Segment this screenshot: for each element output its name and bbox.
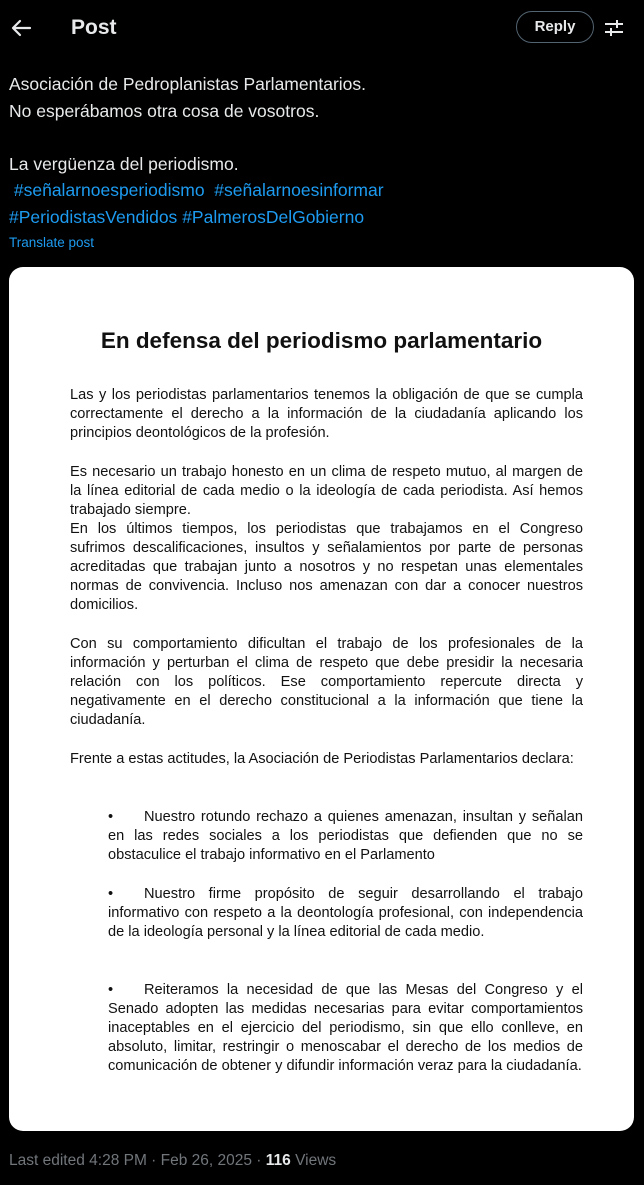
document-bullet (108, 981, 583, 1076)
post-line: No esperábamos otra cosa de vosotros. (9, 100, 320, 121)
document-paragraph: Las y los periodistas parlamentarios tenemos la obligación de que se cumpla correctamente el derecho a la información de la ciudadanía aplicando los principios deontológicos de la profesión. (70, 387, 583, 441)
post-body (9, 71, 635, 230)
reply-button[interactable]: Reply (516, 11, 594, 43)
arrow-left-icon[interactable] (10, 14, 32, 42)
document-bullet (108, 808, 583, 865)
document-title: En defensa del periodismo parlamentario (100, 328, 543, 353)
document-paragraph: En los últimos tiempos, los periodistas que trabajamos en el Congreso sufrimos descalificaciones, insultos y señalamientos por parte de personas acreditadas que trabajan junto a nosotros y no respetan unas elementales normas de convivencia. Incluso nos amenazan con dar a conocer nuestros domicilios. (70, 521, 583, 613)
bullet-text: Reiteramos la necesidad de que las Mesas del Congreso y el Senado adopten las medidas necesarias para evitar comportamientos inaceptables en el ejercicio del periodismo, sin que ello conlleve, en absoluto, limitar, restringir o menoscabar el derecho de los medios de comunicación de obtener y difundir información veraz para la ciudadanía. (108, 982, 583, 1074)
views-count: 116 (265, 1152, 291, 1169)
hashtag-link[interactable]: #PeriodistasVendidos (9, 206, 178, 227)
document-paragraph: Frente a estas actitudes, la Asociación de Periodistas Parlamentarios declara: (70, 751, 574, 767)
page-title: Post (71, 16, 117, 39)
document-paragraph: Es necesario un trabajo honesto en un clima de respeto mutuo, al margen de la línea editorial de cada medio o la ideología de cada periodista. Así hemos trabajado siempre. (70, 464, 583, 518)
attached-image[interactable] (9, 267, 634, 1131)
hashtag-link[interactable]: #señalarnoesperiodismo (13, 180, 205, 200)
post-line: La vergüenza del periodismo. (9, 153, 239, 174)
hashtag-link[interactable]: #PalmerosDelGobierno (182, 206, 365, 227)
post-line: Asociación de Pedroplanistas Parlamentarios. (9, 74, 366, 94)
document-bullet (108, 885, 583, 942)
top-bar (0, 0, 644, 56)
document-paragraph: Con su comportamiento dificultan el trabajo de los profesionales de la información y perturban el clima de respeto que debe presidir la necesaria relación con los políticos. Ese comportamiento repercute directa y negativamente en el derecho constitucional a la información que tiene la ciudadanía. (70, 636, 583, 728)
bullet-marker: • (108, 809, 114, 825)
post-metadata (9, 1152, 336, 1170)
bullet-text: Nuestro firme propósito de seguir desarrollando el trabajo informativo con respeto a la deontología profesional, con independencia de la ideología personal y la línea editorial de cada medio. (108, 886, 583, 940)
edited-timestamp[interactable]: Last edited 4:28 PM · Feb 26, 2025 · (9, 1152, 266, 1169)
bullet-marker: • (108, 886, 114, 902)
hashtag-link[interactable]: #señalarnoesinformar (214, 180, 384, 200)
translate-post-link[interactable]: Translate post (9, 235, 95, 250)
bullet-marker: • (108, 982, 114, 998)
bullet-text: Nuestro rotundo rechazo a quienes amenazan, insultan y señalan en las redes sociales a los periodistas que defienden que no se obstaculice el trabajo informativo en el Parlamento (108, 809, 583, 863)
sliders-icon[interactable] (603, 17, 625, 39)
views-label: Views (290, 1152, 337, 1169)
